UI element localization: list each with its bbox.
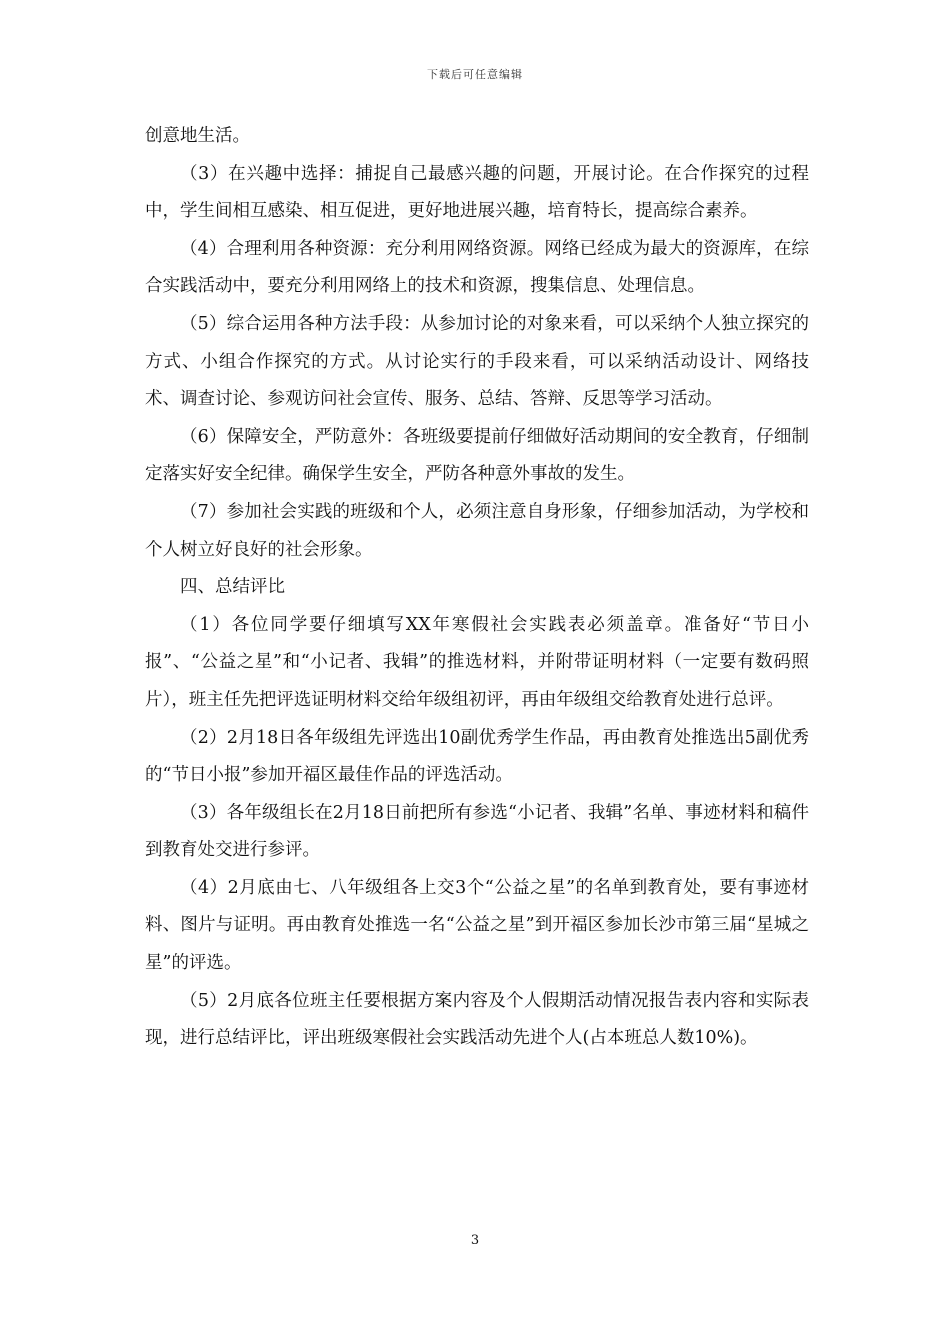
page-number: 3 xyxy=(470,1233,480,1248)
paragraph-eval-4: （4）2月底由七、八年级组各上交3个“公益之星”的名单到教育处，要有事迹材料、图片与证明。再由教育处推选一名“公益之星”到开福区参加长沙市第三届“星城之星”的评选。 xyxy=(145,877,809,974)
page-header-note: 下载后可任意编辑 xyxy=(427,68,523,81)
paragraph-item-6-safety: （6）保障安全，严防意外：各班级要提前仔细做好活动期间的安全教育，仔细制定落实好安全纪律。确保学生安全，严防各种意外事故的发生。 xyxy=(145,426,809,485)
paragraph-eval-1: （1）各位同学要仔细填写XX年寒假社会实践表必须盖章。准备好“节日小报”、“公益之星”和“小记者、我辑”的推选材料，并附带证明材料（一定要有数码照片），班主任先把评选证明材料交给年级组初评，再由年级组交给教育处进行总评。 xyxy=(145,614,809,710)
paragraph-item-7-image: （7）参加社会实践的班级和个人，必须注意自身形象，仔细参加活动，为学校和个人树立好良好的社会形象。 xyxy=(145,501,809,560)
paragraph-eval-3: （3）各年级组长在2月18日前把所有参选“小记者、我辑”名单、事迹材料和稿件到教育处交进行参评。 xyxy=(145,802,809,861)
paragraph-continuation: 创意地生活。 xyxy=(145,126,250,146)
paragraph-eval-5: （5）2月底各位班主任要根据方案内容及个人假期活动情况报告表内容和实际表现，进行总结评比，评出班级寒假社会实践活动先进个人(占本班总人数10%)。 xyxy=(145,990,809,1049)
document-body xyxy=(145,118,809,1058)
paragraph-item-3-interest: （3）在兴趣中选择：捕捉自己最感兴趣的问题，开展讨论。在合作探究的过程中，学生间相互感染、相互促进，更好地进展兴趣，培育特长，提高综合素养。 xyxy=(145,163,809,222)
paragraph-item-5-methods: （5）综合运用各种方法手段：从参加讨论的对象来看，可以采纳个人独立探究的方式、小组合作探究的方式。从讨论实行的手段来看，可以采纳活动设计、网络技术、调查讨论、参观访问社会宣传、服务、总结、答辩、反思等学习活动。 xyxy=(145,313,809,410)
paragraph-eval-2: （2）2月18日各年级组先评选出10副优秀学生作品，再由教育处推选出5副优秀的“节日小报”参加开福区最佳作品的评选活动。 xyxy=(145,727,809,786)
paragraph-item-4-resources: （4）合理利用各种资源：充分利用网络资源。网络已经成为最大的资源库，在综合实践活动中，要充分利用网络上的技术和资源，搜集信息、处理信息。 xyxy=(145,238,809,297)
section-heading-summary: 四、总结评比 xyxy=(180,577,285,598)
